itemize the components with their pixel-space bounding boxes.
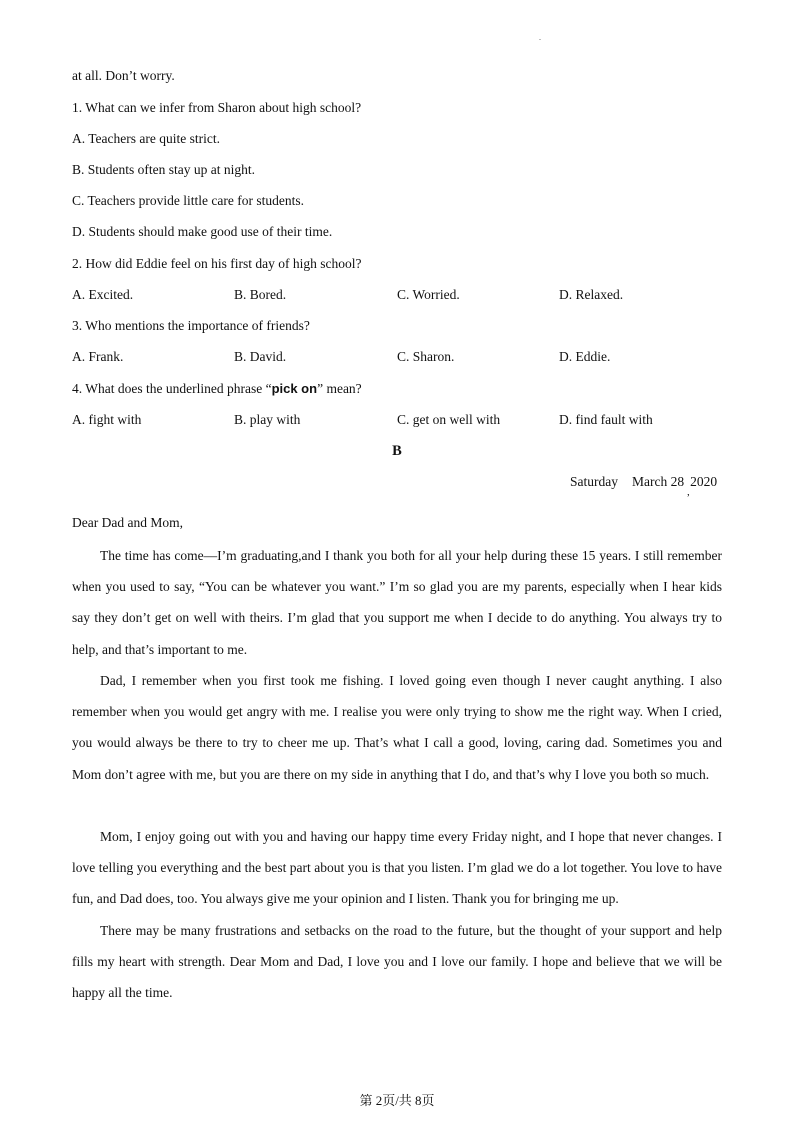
question-2-option-c: C. Worried. xyxy=(397,287,460,302)
question-1-option-b: B. Students often stay up at night. xyxy=(72,162,255,177)
page-footer: 第 2页/共 8页 xyxy=(359,1093,435,1108)
letter-paragraph-3: Mom, I enjoy going out with you and having our happy time every Friday night, and I hope that never changes. I love telling you everything and the best part about you is that you listen. I’m glad we do a lot together. You love to have fun, and Dad does, too. You always give me your opinion and I listen. Thank you for bringing me up. xyxy=(72,829,722,907)
question-2-option-d: D. Relaxed. xyxy=(559,287,624,302)
question-4-stem-end: ” mean? xyxy=(317,381,362,396)
question-1-option-a: A. Teachers are quite strict. xyxy=(72,131,220,146)
question-2-option-b: B. Bored. xyxy=(234,287,287,302)
question-1-option-c: C. Teachers provide little care for students. xyxy=(72,193,304,208)
question-3-option-c: C. Sharon. xyxy=(397,349,455,364)
question-4-stem xyxy=(72,381,362,397)
question-4-option-b: B. play with xyxy=(234,412,301,427)
page-mark: . xyxy=(539,33,541,42)
date-comma: , xyxy=(687,486,690,498)
question-1-stem: 1. What can we infer from Sharon about high school? xyxy=(72,100,362,115)
letter-paragraph-1: The time has come—I’m graduating,and I thank you both for all your help during these 15 years. I still remember when you used to say, “You can be whatever you want.” I’m so glad you are my parents, especially when I hear kids say they don’t get on well with theirs. I’m glad that you support me when I decide to do anything. You always try to help, and that’s important to me. xyxy=(72,548,722,657)
letter-date xyxy=(570,474,717,490)
question-2-stem: 2. How did Eddie feel on his first day of high school? xyxy=(72,256,362,271)
date-month-day: March 28 xyxy=(632,474,685,489)
carryover-text: at all. Don’t worry. xyxy=(72,68,175,83)
letter-paragraph-4: There may be many frustrations and setbacks on the road to the future, but the thought of your support and help fills my heart with strength. Dear Mom and Dad, I love you and I love our family. I hope and believe that we will be happy all the time. xyxy=(72,923,722,1001)
date-day: Saturday xyxy=(570,474,618,489)
underlined-phrase: pick on xyxy=(271,381,318,396)
question-1-option-d: D. Students should make good use of their time. xyxy=(72,224,333,239)
question-2-option-a: A. Excited. xyxy=(72,287,134,302)
question-4-option-a: A. fight with xyxy=(72,412,142,427)
question-3-option-d: D. Eddie. xyxy=(559,349,611,364)
letter-paragraph-2: Dad, I remember when you first took me fishing. I loved going even though I never caught anything. I also remember when you would get angry with me. I realise you were only trying to show me the right way. When I cried, you would always be there to try to cheer me up. That’s what I call a good, loving, caring dad. Sometimes you and Mom don’t agree with me, but you are there on my side in anything that I do, and that’s why I love you both so much. xyxy=(72,673,722,782)
question-3-option-a: A. Frank. xyxy=(72,349,124,364)
question-4-option-c: C. get on well with xyxy=(397,412,501,427)
question-4-stem-start: 4. What does the underlined phrase “ xyxy=(72,381,272,396)
date-year: 2020 xyxy=(690,474,718,489)
letter-salutation: Dear Dad and Mom, xyxy=(72,515,183,530)
question-4-option-d: D. find fault with xyxy=(559,412,653,427)
question-3-option-b: B. David. xyxy=(234,349,287,364)
question-3-stem: 3. Who mentions the importance of friends? xyxy=(72,318,310,333)
section-heading: B xyxy=(392,443,402,459)
